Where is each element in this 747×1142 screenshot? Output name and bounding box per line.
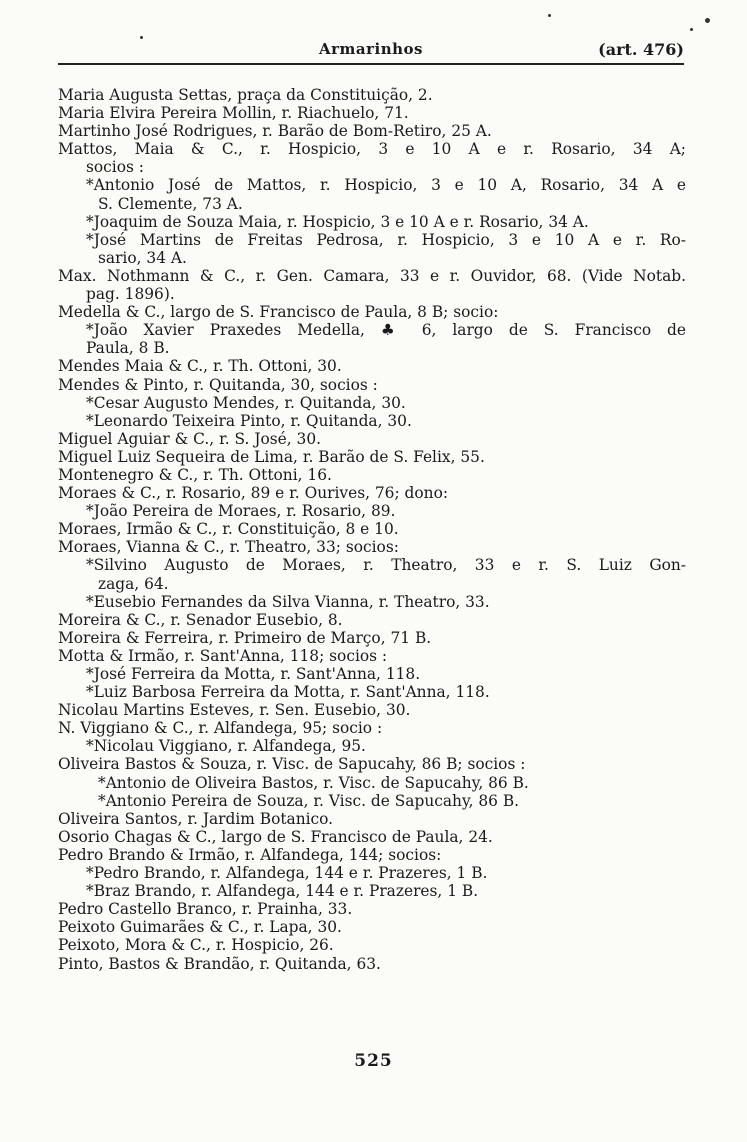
- entry-line: Moraes, Irmão & C., r. Constituição, 8 e 10.: [58, 520, 399, 539]
- ink-speck: [705, 18, 710, 23]
- entry-line: Pedro Brando & Irmão, r. Alfandega, 144; socios:: [58, 845, 442, 864]
- entry-sub-line: socios :: [86, 158, 144, 177]
- ink-speck: [140, 36, 143, 39]
- directory-entries: [58, 86, 686, 973]
- entry-line: Miguel Aguiar & C., r. S. José, 30.: [58, 429, 322, 448]
- entry-sub-line: *Braz Brando, r. Alfandega, 144 e r. Prazeres, 1 B.: [86, 882, 479, 901]
- entry-sub-line: *Joaquim de Souza Maia, r. Hospicio, 3 e 10 A e r. Rosario, 34 A.: [86, 212, 589, 231]
- entry-line: Peixoto, Mora & C., r. Hospicio, 26.: [58, 936, 334, 955]
- entry-line: Moraes, Vianna & C., r. Theatro, 33; socios:: [58, 538, 399, 557]
- entry-sub-line: *Antonio José de Mattos, r. Hospicio, 3 e 10 A, Rosario, 34 A e: [86, 176, 686, 195]
- entry-line: Mattos, Maia & C., r. Hospicio, 3 e 10 A e r. Rosario, 34 A;: [58, 140, 686, 159]
- entry-sub-line: S. Clemente, 73 A.: [98, 194, 243, 213]
- entry-line: Mendes & Pinto, r. Quitanda, 30, socios :: [58, 375, 378, 394]
- entry-line: Osorio Chagas & C., largo de S. Francisco de Paula, 24.: [58, 827, 493, 846]
- entry-sub-line: *Pedro Brando, r. Alfandega, 144 e r. Prazeres, 1 B.: [86, 864, 488, 883]
- entry-sub-line: *Leonardo Teixeira Pinto, r. Quitanda, 30.: [86, 411, 412, 430]
- page-number: 525: [354, 1051, 393, 1071]
- entry-line: Martinho José Rodrigues, r. Barão de Bom-Retiro, 25 A.: [58, 122, 492, 141]
- entry-sub-line: zaga, 64.: [98, 574, 169, 593]
- entry-sub-line: *Cesar Augusto Mendes, r. Quitanda, 30.: [86, 393, 406, 412]
- entry-line: Max. Nothmann & C., r. Gen. Camara, 33 e r. Ouvidor, 68. (Vide Notab.: [58, 266, 686, 285]
- entry-line: Pedro Castello Branco, r. Prainha, 33.: [58, 900, 353, 919]
- entry-sub-line: *João Xavier Praxedes Medella, ♣ 6, largo de S. Francisco de: [86, 321, 686, 340]
- entry-sub-line: *Nicolau Viggiano, r. Alfandega, 95.: [86, 737, 366, 756]
- header-rule: [58, 63, 684, 65]
- entry-line: Moraes & C., r. Rosario, 89 e r. Ourives, 76; dono:: [58, 484, 449, 503]
- entry-line: Miguel Luiz Sequeira de Lima, r. Barão de S. Felix, 55.: [58, 447, 485, 466]
- entry-sub-line: *José Ferreira da Motta, r. Sant'Anna, 118.: [86, 665, 421, 683]
- ink-speck: [548, 14, 551, 17]
- entry-sub-line: *João Pereira de Moraes, r. Rosario, 89.: [86, 502, 396, 521]
- entry-line: Maria Augusta Settas, praça da Constituição, 2.: [58, 86, 433, 104]
- entry-line: Moreira & C., r. Senador Eusebio, 8.: [58, 610, 343, 629]
- entry-line: Motta & Irmão, r. Sant'Anna, 118; socios :: [58, 646, 388, 665]
- entry-line: Moreira & Ferreira, r. Primeiro de Março, 71 B.: [58, 628, 432, 647]
- entry-line: N. Viggiano & C., r. Alfandega, 95; socio :: [58, 719, 383, 738]
- entry-line: Montenegro & C., r. Th. Ottoni, 16.: [58, 465, 332, 484]
- ink-speck: [690, 28, 693, 31]
- entry-line: Mendes Maia & C., r. Th. Ottoni, 30.: [58, 357, 342, 376]
- entry-sub-line: *Antonio Pereira de Souza, r. Visc. de Sapucahy, 86 B.: [98, 791, 520, 810]
- entry-sub-line: *José Martins de Freitas Pedrosa, r. Hospicio, 3 e 10 A e r. Ro-: [86, 230, 686, 249]
- entry-line: Nicolau Martins Esteves, r. Sen. Eusebio, 30.: [58, 701, 411, 720]
- running-header: [58, 40, 684, 62]
- entry-sub-line: *Luiz Barbosa Ferreira da Motta, r. Sant'Anna, 118.: [86, 683, 490, 702]
- entry-sub-line: *Silvino Augusto de Moraes, r. Theatro, 33 e r. S. Luiz Gon-: [86, 556, 686, 575]
- entry-line: Oliveira Bastos & Souza, r. Visc. de Sapucahy, 86 B; socios :: [58, 755, 526, 774]
- entry-line: Oliveira Santos, r. Jardim Botanico.: [58, 809, 334, 828]
- entry-line: Peixoto Guimarães & C., r. Lapa, 30.: [58, 918, 342, 937]
- entry-sub-line: pag. 1896).: [86, 285, 175, 304]
- entry-sub-line: Paula, 8 B.: [86, 339, 170, 358]
- entry-line: Maria Elvira Pereira Mollin, r. Riachuelo, 71.: [58, 104, 409, 123]
- entry-line: Pinto, Bastos & Brandão, r. Quitanda, 63.: [58, 954, 381, 973]
- entry-sub-line: *Eusebio Fernandes da Silva Vianna, r. Theatro, 33.: [86, 592, 490, 611]
- entry-sub-line: sario, 34 A.: [98, 248, 187, 267]
- entry-sub-line: *Antonio de Oliveira Bastos, r. Visc. de Sapucahy, 86 B.: [98, 773, 529, 792]
- entry-line: Medella & C., largo de S. Francisco de Paula, 8 B; socio:: [58, 303, 499, 322]
- section-title: Armarinhos: [319, 40, 423, 58]
- article-reference: (art. 476): [598, 40, 684, 59]
